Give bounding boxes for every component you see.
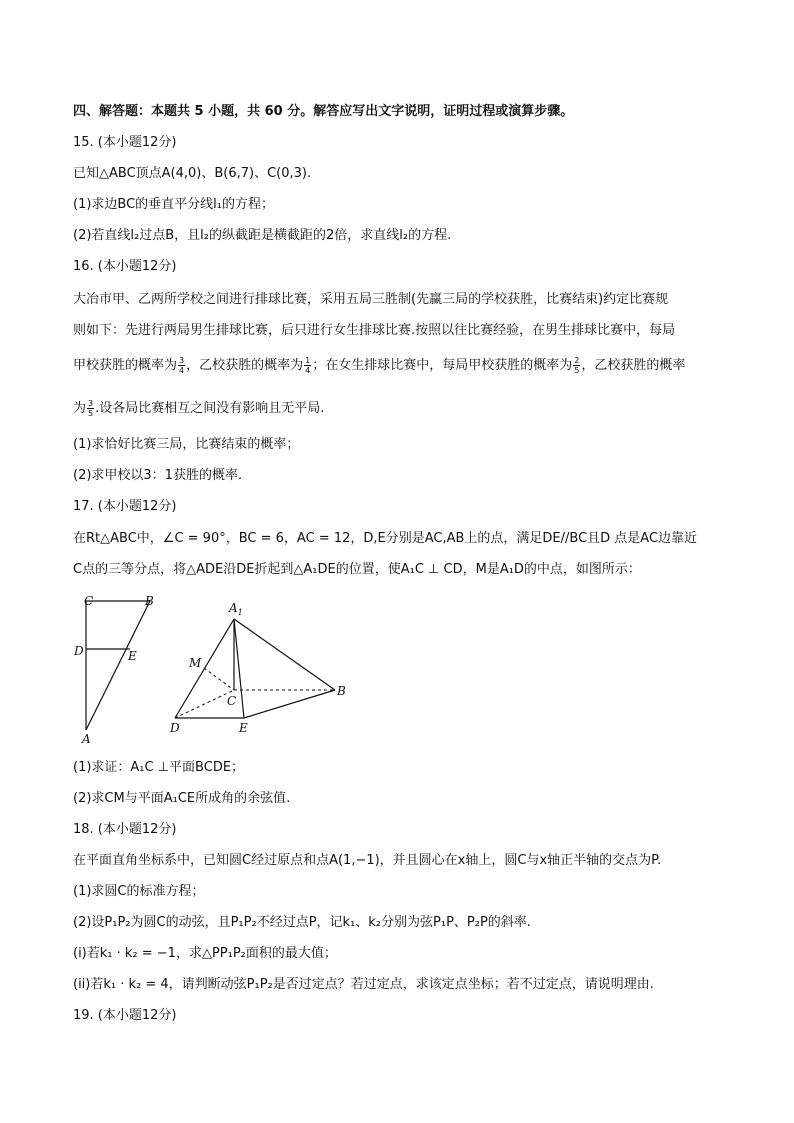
q16-line3 <box>73 356 685 375</box>
label-A1 <box>228 601 243 617</box>
q16-line4-text-b: .设各局比赛相互之间没有影响且无平局. <box>95 401 325 416</box>
fraction <box>573 356 580 375</box>
q17-number: 17. (本小题12分) <box>73 499 177 514</box>
label-E: E <box>128 649 137 663</box>
q16-line4-text-a: 为 <box>73 401 87 416</box>
label-A1-subscript: 1 <box>237 608 243 617</box>
q16-line3-text-b: ，乙校获胜的概率为 <box>186 358 304 373</box>
q19-number: 19. (本小题12分) <box>73 1008 177 1023</box>
segment-A1B <box>234 619 335 690</box>
q15-number: 15. (本小题12分) <box>73 135 177 150</box>
fraction <box>178 356 185 375</box>
label-C: C <box>84 594 94 608</box>
label-A: A <box>82 732 91 746</box>
q18-number: 18. (本小题12分) <box>73 822 177 837</box>
label-D: D <box>170 721 180 735</box>
q16-line2: 则如下：先进行两局男生排球比赛，后只进行女生排球比赛.按照以往比赛经验，在男生排球比赛中，每局 <box>73 323 676 338</box>
q16-line3-text-d: ，乙校获胜的概率 <box>581 358 686 373</box>
q15-part2: (2)若直线l₂过点B，且l₂的纵截距是横截距的2倍，求直线l₂的方程. <box>73 228 452 243</box>
q18-sub2: (ii)若k₁ · k₂ = 4，请判断动弦P₁P₂是否过定点？若过定点，求该定点坐标；若不过定点，请说明理由. <box>73 977 654 992</box>
q16-part2: (2)求甲校以3：1获胜的概率. <box>73 468 243 483</box>
label-M: M <box>189 656 202 670</box>
segment-MC-hidden <box>204 668 234 690</box>
q16-part1: (1)求恰好比赛三局，比赛结束的概率； <box>73 437 300 452</box>
segment-BA <box>86 601 150 730</box>
label-E: E <box>239 721 248 735</box>
q15-part1: (1)求边BC的垂直平分线l₁的方程； <box>73 197 275 212</box>
label-A1-main: A <box>229 601 238 615</box>
fraction-numerator: 3 <box>179 356 185 365</box>
fraction-numerator: 2 <box>574 356 580 365</box>
figure-flat-triangle <box>70 590 170 750</box>
q18-part2: (2)设P₁P₂为圆C的动弦，且P₁P₂不经过点P，记k₁、k₂分别为弦P₁P、P₂P的斜率. <box>73 915 531 930</box>
segment-EB <box>244 690 335 718</box>
fraction-denominator: 4 <box>305 366 311 375</box>
q16-line1: 大冶市甲、乙两所学校之间进行排球比赛，采用五局三胜制(先赢三局的学校获胜，比赛结束)约定比赛规 <box>73 292 669 307</box>
fraction <box>87 399 94 418</box>
fraction <box>304 356 311 375</box>
q18-line1: 在平面直角坐标系中，已知圆C经过原点和点A(1,−1)，并且圆心在x轴上，圆C与x轴正半轴的交点为P. <box>73 853 662 868</box>
fraction-denominator: 5 <box>574 366 580 375</box>
fraction-denominator: 5 <box>88 409 94 418</box>
q18-part1: (1)求圆C的标准方程； <box>73 884 205 899</box>
figure-folded-pyramid <box>165 595 355 740</box>
q17-line1: 在Rt△ABC中，∠C = 90°，BC = 6，AC = 12，D,E分别是AC,AB上的点，满足DE//BC且D 点是AC边靠近 <box>73 531 698 546</box>
label-C: C <box>227 694 237 708</box>
section-header: 四、解答题：本题共 5 小题，共 60 分。解答应写出文字说明，证明过程或演算步骤。 <box>73 104 574 119</box>
q15-stem: 已知△ABC顶点A(4,0)、B(6,7)、C(0,3). <box>73 166 312 181</box>
q17-part2: (2)求CM与平面A₁CE所成角的余弦值. <box>73 791 291 806</box>
fraction-numerator: 1 <box>305 356 311 365</box>
q16-number: 16. (本小题12分) <box>73 259 177 274</box>
q16-line4 <box>73 399 324 418</box>
q16-line3-text-c: ；在女生排球比赛中，每局甲校获胜的概率为 <box>312 358 573 373</box>
label-D: D <box>74 644 84 658</box>
q17-line2: C点的三等分点，将△ADE沿DE折起到△A₁DE的位置，使A₁C ⊥ CD，M是A₁D的中点，如图所示： <box>73 562 641 577</box>
q18-sub1: (i)若k₁ · k₂ = −1，求△PP₁P₂面积的最大值； <box>73 946 337 961</box>
label-B: B <box>337 684 346 698</box>
fraction-denominator: 4 <box>179 366 185 375</box>
label-B: B <box>145 594 154 608</box>
fraction-numerator: 3 <box>88 399 94 408</box>
q16-line3-text-a: 甲校获胜的概率为 <box>73 358 178 373</box>
q17-part1: (1)求证：A₁C ⊥平面BCDE； <box>73 760 245 775</box>
